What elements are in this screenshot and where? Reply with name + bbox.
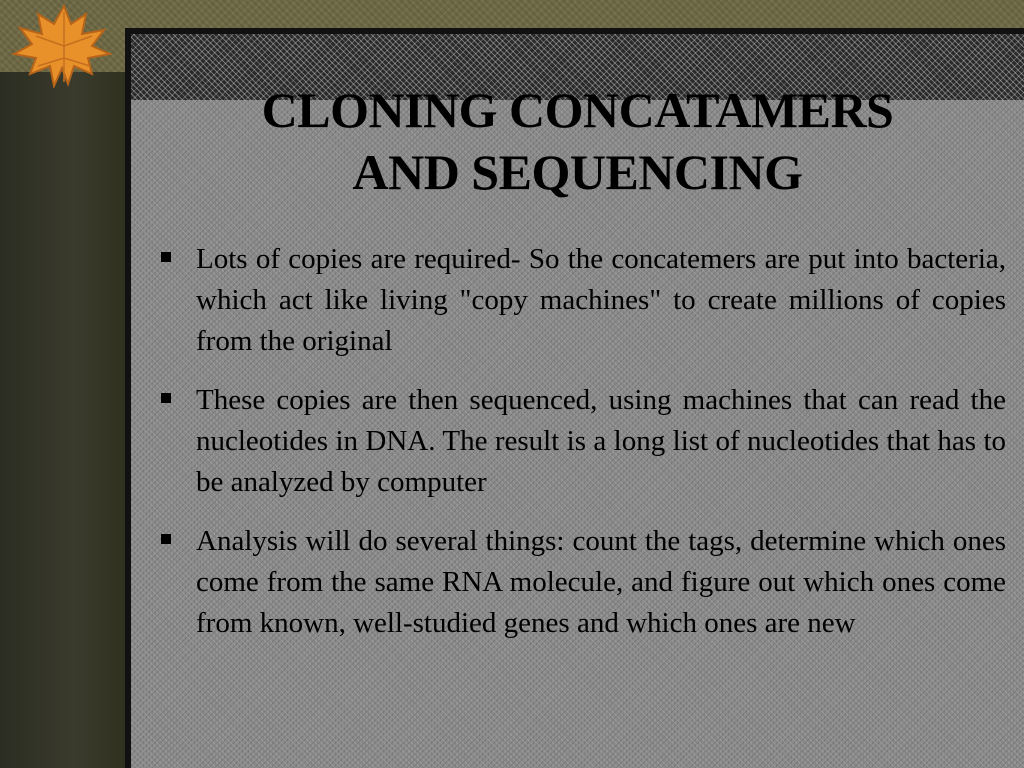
bullet-item (161, 380, 1006, 503)
square-bullet-icon (161, 534, 171, 544)
left-decorative-strip (0, 72, 128, 768)
square-bullet-icon (161, 393, 171, 403)
bullet-text: Lots of copies are required- So the concatemers are put into bacteria, which act like living "copy machines" to create millions of copies from the original (196, 243, 1006, 357)
bullet-item (161, 521, 1006, 644)
bullet-text: These copies are then sequenced, using machines that can read the nucleotides in DNA. The result is a long list of nucleotides that has to be analyzed by computer (196, 384, 1006, 498)
maple-leaf-icon (8, 2, 116, 88)
square-bullet-icon (161, 252, 171, 262)
bullet-list (161, 239, 1006, 662)
bullet-item (161, 239, 1006, 362)
slide-title (131, 78, 1024, 204)
bullet-text: Analysis will do several things: count the tags, determine which ones come from the same RNA molecule, and figure out which ones come from known, well-studied genes and which ones are new (196, 525, 1006, 639)
slide-content-panel (125, 28, 1024, 768)
slide-title-line2: AND SEQUENCING (352, 144, 803, 200)
slide-title-line1: CLONING CONCATAMERS (261, 82, 894, 138)
